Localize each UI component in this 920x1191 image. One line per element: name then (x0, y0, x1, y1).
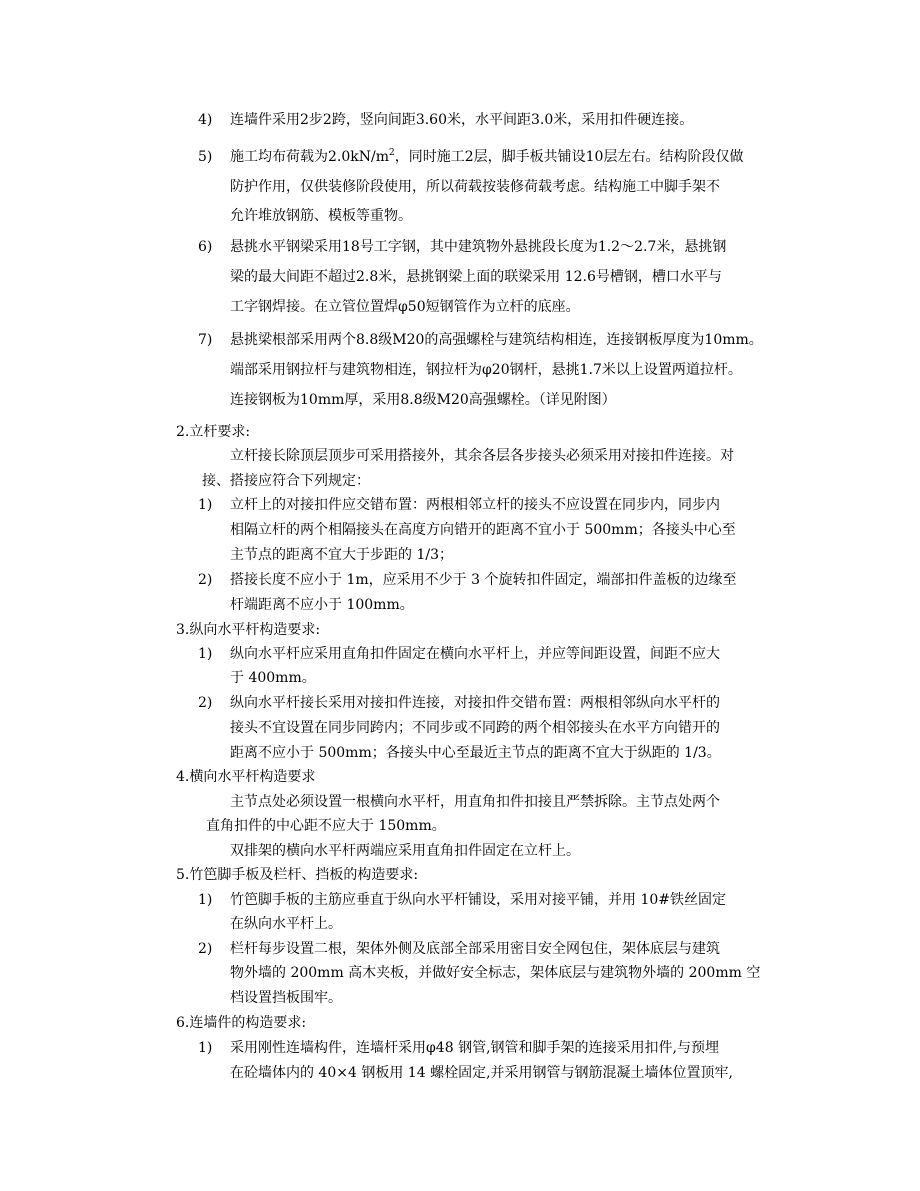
text-line: 梁的最大间距不超过2.8米，悬挑钢梁上面的联梁采用 12.6号槽钢，槽口水平与 (230, 269, 722, 285)
text-line: 端部采用钢拉杆与建筑物相连，钢拉杆为φ20钢杆，悬挑1.7米以上设置两道拉杆。 (230, 362, 742, 378)
section-heading: 4.横向水平杆构造要求 (176, 769, 316, 785)
list-number: 2) (198, 572, 213, 588)
superscript: 2 (389, 148, 395, 158)
text-line: 采用刚性连墙构件，连墙杆采用φ48 钢管,钢管和脚手架的连接采用扣件,与预埋 (230, 1040, 719, 1056)
section-heading: 2.立杆要求: (176, 424, 251, 440)
text-line: 工字钢焊接。在立管位置焊φ50短钢管作为立杆的底座。 (230, 299, 580, 315)
text-line: 距离不应小于 500mm；各接头中心至最近主节点的距离不宜大于纵距的 1/3。 (230, 745, 721, 761)
list-number: 1) (198, 892, 213, 908)
list-number: 2) (198, 695, 213, 711)
text-line: 在砼墙体内的 40×4 钢板用 14 螺栓固定,并采用钢管与钢筋混凝土墙体位置顶牢, (230, 1065, 733, 1081)
list-number: 5) (198, 149, 213, 165)
section-heading: 3.纵向水平杆构造要求: (176, 622, 321, 638)
list-number: 2) (198, 941, 213, 957)
text-line: 主节点处必须设置一根横向水平杆，用直角扣件扣接且严禁拆除。主节点处两个 (230, 794, 720, 810)
list-number: 4) (198, 112, 213, 128)
text-line: 相隔立杆的两个相隔接头在高度方向错开的距离不宜小于 500mm；各接头中心至 (230, 522, 736, 538)
text-line: 连墙件采用2步2跨，竖向间距3.60米，水平间距3.0米，采用扣件硬连接。 (230, 112, 694, 128)
text-line: 物外墙的 200mm 高木夹板，并做好安全标志，架体底层与建筑物外墙的 200mm 空 (230, 965, 761, 981)
text-line: 双排架的横向水平杆两端应采用直角扣件固定在立杆上。 (230, 843, 580, 859)
text-line: 档设置挡板围牢。 (230, 990, 342, 1006)
text-line: 连接钢板为10mm厚，采用8.8级M20高强螺栓。（详见附图） (230, 392, 616, 408)
text-line: 接、搭接应符合下列规定： (202, 473, 370, 489)
text-line: 杆端距离不应小于 100mm。 (230, 597, 414, 613)
text-line: 立杆接长除顶层顶步可采用搭接外，其余各层各步接头必须采用对接扣件连接。对 (230, 448, 734, 464)
text-line: 悬挑水平钢梁采用18号工字钢，其中建筑物外悬挑段长度为1.2～2.7米，悬挑钢 (230, 239, 727, 255)
list-number: 1) (198, 646, 213, 662)
text-line: 主节点的距离不宜大于步距的 1/3； (230, 547, 453, 563)
text-line: 施工均布荷载为$2.0kN/m^2$，同时施工2层，脚手板共铺设10层左右。结构阶段仅做 (230, 148, 744, 165)
list-number: 1) (198, 497, 213, 513)
text-line: 竹笆脚手板的主筋应垂直于纵向水平杆铺设，采用对接平铺，并用 10#铁丝固定 (230, 892, 726, 908)
text-line: 搭接长度不应小于 1m，应采用不少于 3 个旋转扣件固定，端部扣件盖板的边缘至 (230, 572, 737, 588)
section-heading: 5.竹笆脚手板及栏杆、挡板的构造要求: (176, 867, 419, 883)
text-line: 栏杆每步设置二根，架体外侧及底部全部采用密目安全网包住，架体底层与建筑 (230, 941, 720, 957)
text-line: 纵向水平杆接长采用对接扣件连接，对接扣件交错布置：两根相邻纵向水平杆的 (230, 695, 720, 711)
list-number: 1) (198, 1040, 213, 1056)
text-line: 直角扣件的中心距不应大于 150mm。 (206, 818, 446, 834)
section-heading: 6.连墙件的构造要求: (176, 1015, 307, 1031)
text-line: 接头不宜设置在同步同跨内；不同步或不同跨的两个相邻接头在水平方向错开的 (230, 720, 720, 736)
text-line: 于 400mm。 (230, 670, 316, 686)
text-line: 悬挑梁根部采用两个8.8级M20的高强螺栓与建筑结构相连，连接钢板厚度为10mm。 (230, 332, 763, 348)
text-line: 允许堆放钢筋、模板等重物。 (230, 208, 412, 224)
text-line: 纵向水平杆应采用直角扣件固定在横向水平杆上，并应等间距设置，间距不应大 (230, 646, 720, 662)
text-line: 在纵向水平杆上。 (230, 916, 342, 932)
text-line: 立杆上的对接扣件应交错布置：两根相邻立杆的接头不应设置在同步内，同步内 (230, 497, 720, 513)
list-number: 7) (198, 332, 213, 348)
list-number: 6) (198, 239, 213, 255)
text-line: 防护作用，仅供装修阶段使用，所以荷载按装修荷载考虑。结构施工中脚手架不 (230, 179, 720, 195)
